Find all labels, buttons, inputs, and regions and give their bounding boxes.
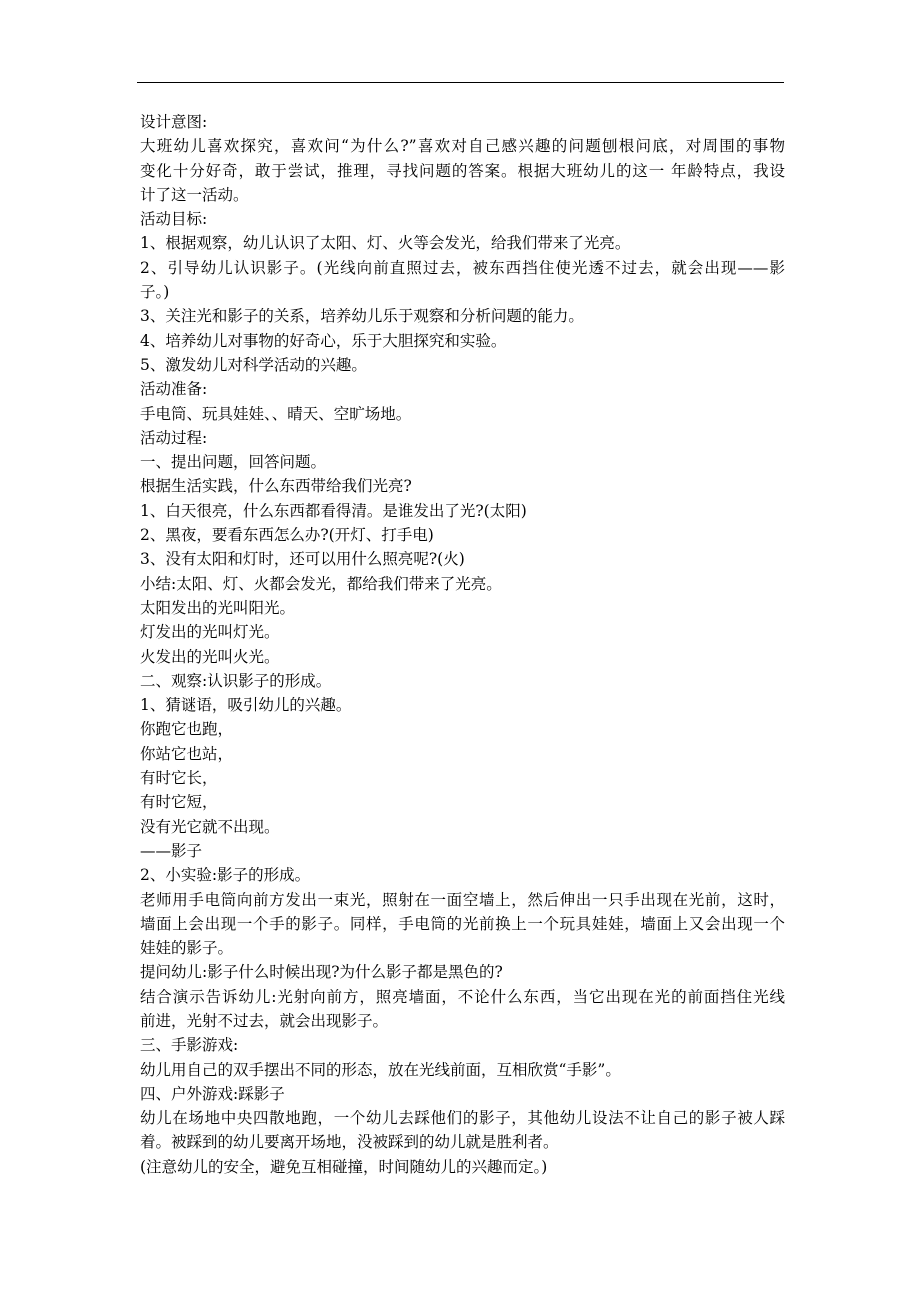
- section-heading-design-intent: 设计意图:: [140, 113, 208, 131]
- riddle-line: 没有光它就不出现。: [140, 817, 280, 836]
- paragraph-line: 娃娃的影子。: [140, 939, 234, 958]
- paragraph-line: 着。被踩到的幼儿要离开场地，没被踩到的幼儿就是胜利者。: [140, 1133, 559, 1152]
- list-item: 1、猜谜语，吸引幼儿的兴趣。: [140, 696, 352, 715]
- paragraph-line: 太阳发出的光叫阳光。: [140, 598, 296, 617]
- list-item: 1、白天很亮，什么东西都看得清。是谁发出了光?(太阳): [140, 501, 527, 520]
- list-item: 2、小实验:影子的形成。: [140, 866, 311, 885]
- section-heading-preparation: 活动准备:: [140, 380, 208, 399]
- paragraph-line: 幼儿用自己的双手摆出不同的形态，放在光线前面，互相欣赏“手影”。: [140, 1060, 621, 1079]
- paragraph-line: 计了这一活动。: [140, 185, 249, 204]
- paragraph-line: 根据生活实践，什么东西带给我们光亮?: [140, 477, 412, 496]
- paragraph-line: 前进，光射不过去，就会出现影子。: [140, 1011, 389, 1030]
- paragraph-line: 大班幼儿喜欢探究，喜欢问“为什么?”喜欢对自己感兴趣的问题刨根问底，对周围的事物: [140, 137, 785, 156]
- paragraph-line: 幼儿在场地中央四散地跑，一个幼儿去踩他们的影子，其他幼儿设法不让自己的影子被人踩: [140, 1109, 785, 1128]
- step-heading: 一、提出问题，回答问题。: [140, 453, 327, 472]
- step-heading: 四、户外游戏:踩影子: [140, 1084, 285, 1103]
- paragraph-line: 提问幼儿:影子什么时候出现?为什么影子都是黑色的?: [140, 963, 503, 982]
- preparation-text: 手电筒、玩具娃娃、、晴天、空旷场地。: [140, 404, 412, 423]
- list-item: 2、黑夜，要看东西怎么办?(开灯、打手电): [140, 526, 434, 545]
- riddle-line: 有时它短，: [140, 793, 218, 812]
- paragraph-line: 老师用手电筒向前方发出一束光，照射在一面空墙上，然后伸出一只手出现在光前，这时，: [140, 890, 785, 909]
- riddle-line: 有时它长，: [140, 769, 218, 788]
- summary-line: 小结:太阳、灯、火都会发光，都给我们带来了光亮。: [140, 574, 502, 593]
- list-item: 3、没有太阳和灯时，还可以用什么照亮呢?(火): [140, 550, 465, 569]
- goal-item: 4、培养幼儿对事物的好奇心，乐于大胆探究和实验。: [140, 331, 507, 350]
- goal-item: 1、根据观察，幼儿认识了太阳、灯、火等会发光，给我们带来了光亮。: [140, 234, 631, 253]
- paragraph-line: 结合演示告诉幼儿:光射向前方，照亮墙面，不论什么东西，当它出现在光的前面挡住光线: [140, 987, 785, 1006]
- step-heading: 二、观察:认识影子的形成。: [140, 671, 332, 690]
- document-body: [140, 110, 785, 1179]
- paragraph-line: 灯发出的光叫灯光。: [140, 623, 280, 642]
- riddle-line: 你站它也站，: [140, 744, 234, 763]
- section-heading-process: 活动过程:: [140, 428, 208, 447]
- goal-item-continuation: 子。): [140, 283, 170, 302]
- riddle-line: 你跑它也跑，: [140, 720, 234, 739]
- riddle-answer: ——影子: [140, 841, 203, 860]
- step-heading: 三、手影游戏:: [140, 1036, 239, 1055]
- goal-item: 5、激发幼儿对科学活动的兴趣。: [140, 355, 367, 374]
- section-heading-goals: 活动目标:: [140, 210, 208, 229]
- header-rule: [137, 82, 784, 83]
- paragraph-line: 火发出的光叫火光。: [140, 647, 280, 666]
- goal-item: 3、关注光和影子的关系，培养幼儿乐于观察和分析问题的能力。: [140, 307, 584, 326]
- paragraph-line: 变化十分好奇，敢于尝试，推理，寻找问题的答案。根据大班幼儿的这一 年龄特点，我设: [140, 161, 785, 180]
- paragraph-line: 墙面上会出现一个手的影子。同样，手电筒的光前换上一个玩具娃娃，墙面上又会出现一个: [140, 914, 785, 933]
- goal-item: 2、引导幼儿认识影子。(光线向前直照过去，被东西挡住使光透不过去，就会出现——影: [140, 258, 785, 277]
- note-line: (注意幼儿的安全，避免互相碰撞，时间随幼儿的兴趣而定。): [140, 1157, 548, 1176]
